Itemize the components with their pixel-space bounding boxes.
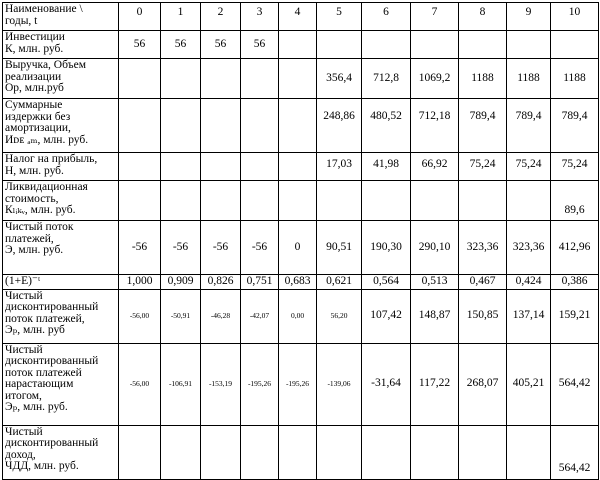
table-cell: 0,386: [551, 275, 599, 290]
table-cell: [119, 153, 161, 181]
table-cell: 1188: [551, 59, 599, 99]
table-cell: 90,51: [317, 221, 362, 275]
table-cell: -195,26: [241, 343, 279, 425]
table-cell: [241, 425, 279, 479]
table-cell: -42,07: [241, 289, 279, 343]
table-cell: 75,24: [551, 153, 599, 181]
table-cell: 75,24: [459, 153, 507, 181]
row-label-line: годы, t: [5, 14, 38, 27]
table-cell: 5: [317, 3, 362, 31]
table-cell: 248,86: [317, 99, 362, 153]
table-row-net_flow: [3, 221, 599, 275]
table-cell: [201, 153, 241, 181]
table-cell: [279, 153, 317, 181]
table-cell: [362, 181, 411, 221]
table-cell: 148,87: [411, 289, 459, 343]
table-cell: 0,621: [317, 275, 362, 290]
row-label-line: Чистый: [5, 343, 43, 356]
table-cell: 117,22: [411, 343, 459, 425]
row-label-investments: [3, 31, 119, 59]
row-label-npv: [3, 425, 119, 479]
table-cell: -56,00: [119, 343, 161, 425]
table-cell: [279, 425, 317, 479]
table-cell: 1,000: [119, 275, 161, 290]
row-label-line: Чистый поток: [5, 221, 74, 233]
row-label-line: дисконтированный: [5, 355, 99, 367]
table-cell: [459, 425, 507, 479]
table-cell: -56: [201, 221, 241, 275]
table-cell: [241, 99, 279, 153]
table-cell: 41,98: [362, 153, 411, 181]
table-cell: [161, 181, 201, 221]
table-row-npv: [3, 425, 599, 479]
row-label-line: дисконтированный: [5, 437, 99, 449]
table-cell: 89,6: [551, 181, 599, 221]
row-label-line: Чистый: [5, 289, 43, 302]
row-label-line: Налог на прибыль,: [5, 153, 98, 165]
table-row-liquidation: [3, 181, 599, 221]
cash-flow-table: [2, 2, 599, 480]
table-cell: 150,85: [459, 289, 507, 343]
row-label-line: реализации: [5, 70, 62, 83]
table-cell: 0: [119, 3, 161, 31]
table-row-tax: [3, 153, 599, 181]
table-cell: [507, 425, 551, 479]
row-label-line: ЧДД, млн. руб.: [5, 460, 79, 472]
table-cell: 1188: [459, 59, 507, 99]
table-cell: 4: [279, 3, 317, 31]
table-cell: 712,8: [362, 59, 411, 99]
table-cell: -139,06: [317, 343, 362, 425]
row-label-tax: [3, 153, 119, 181]
row-label-costs: [3, 99, 119, 153]
table-cell: 7: [411, 3, 459, 31]
row-label-line: К, млн. руб.: [5, 42, 64, 55]
table-cell: [241, 153, 279, 181]
table-cell: -106,91: [161, 343, 201, 425]
table-cell: [279, 99, 317, 153]
table-cell: -56: [161, 221, 201, 275]
table-cell: 8: [459, 3, 507, 31]
row-label-line: амортизации,: [5, 122, 71, 134]
table-cell: [279, 181, 317, 221]
table-cell: [161, 99, 201, 153]
row-label-line: Инвестиции: [5, 31, 65, 43]
table-cell: 9: [507, 3, 551, 31]
row-label-line: Чистый: [5, 425, 43, 438]
table-cell: -31,64: [362, 343, 411, 425]
table-cell: [551, 31, 599, 59]
row-label-line: платежей,: [5, 232, 54, 245]
table-row-disc_flow: [3, 289, 599, 343]
table-cell: 107,42: [362, 289, 411, 343]
table-cell: -50,91: [161, 289, 201, 343]
table-cell: 356,4: [317, 59, 362, 99]
row-label-line: Ор, млн.руб: [5, 82, 64, 94]
row-label-line: Эₚ, млн. руб.: [5, 401, 68, 413]
table-cell: -56: [119, 221, 161, 275]
table-cell: [161, 425, 201, 479]
row-label-line: дисконтированный: [5, 301, 99, 313]
table-cell: 564,42: [551, 343, 599, 425]
table-cell: [459, 31, 507, 59]
table-row-investments: [3, 31, 599, 59]
row-label-line: Суммарные: [5, 99, 63, 111]
table-cell: 0,683: [279, 275, 317, 290]
table-cell: 564,42: [551, 425, 599, 479]
table-cell: 1069,2: [411, 59, 459, 99]
table-cell: 323,36: [507, 221, 551, 275]
table-cell: 0,909: [161, 275, 201, 290]
table-cell: 159,21: [551, 289, 599, 343]
table-row-revenue: [3, 59, 599, 99]
table-cell: 405,21: [507, 343, 551, 425]
table-cell: 0,826: [201, 275, 241, 290]
table-cell: 1188: [507, 59, 551, 99]
row-label-liquidation: [3, 181, 119, 221]
table-cell: 0,564: [362, 275, 411, 290]
table-cell: 56,20: [317, 289, 362, 343]
table-cell: -46,28: [201, 289, 241, 343]
table-cell: [119, 59, 161, 99]
table-cell: 0,513: [411, 275, 459, 290]
table-cell: [317, 31, 362, 59]
table-cell: 268,07: [459, 343, 507, 425]
table-cell: 290,10: [411, 221, 459, 275]
row-label-revenue: [3, 59, 119, 99]
table-cell: [119, 99, 161, 153]
row-label-line: Наименование \: [5, 3, 83, 15]
table-cell: 789,4: [507, 99, 551, 153]
table-cell: 0,751: [241, 275, 279, 290]
table-cell: [459, 181, 507, 221]
table-cell: 6: [362, 3, 411, 31]
row-label-line: Эₚ, млн. руб: [5, 324, 65, 336]
table-cell: [201, 425, 241, 479]
row-label-net_flow: [3, 221, 119, 275]
table-cell: 712,18: [411, 99, 459, 153]
row-label-line: Н, млн. руб.: [5, 164, 64, 177]
table-cell: 789,4: [551, 99, 599, 153]
table-cell: 0,467: [459, 275, 507, 290]
table-cell: [362, 31, 411, 59]
table-cell: [279, 59, 317, 99]
table-cell: [161, 59, 201, 99]
table-cell: -195,26: [279, 343, 317, 425]
row-label-line: поток платежей: [5, 366, 82, 379]
row-label-line: издержки без: [5, 110, 71, 123]
table-cell: [507, 31, 551, 59]
table-cell: 137,14: [507, 289, 551, 343]
table-cell: 56: [161, 31, 201, 59]
table-cell: 10: [551, 3, 599, 31]
table-cell: 56: [241, 31, 279, 59]
row-label-header: [3, 3, 119, 31]
table-cell: [507, 181, 551, 221]
table-row-header: [3, 3, 599, 31]
table-cell: 480,52: [362, 99, 411, 153]
row-label-discount: [3, 275, 119, 290]
row-label-line: доход,: [5, 448, 36, 461]
table-cell: 17,03: [317, 153, 362, 181]
table-cell: [362, 425, 411, 479]
row-label-line: поток платежей,: [5, 312, 85, 325]
table-cell: [201, 99, 241, 153]
table-cell: [411, 425, 459, 479]
table-cell: 1: [161, 3, 201, 31]
row-label-line: Иᴅᴇ ₐₘ, млн. руб.: [5, 133, 89, 146]
row-label-line: (1+E)⁻ᵗ: [5, 275, 41, 287]
table-cell: [119, 181, 161, 221]
table-cell: [241, 59, 279, 99]
table-cell: [201, 181, 241, 221]
table-cell: 0: [279, 221, 317, 275]
row-label-disc_flow: [3, 289, 119, 343]
table-cell: [241, 181, 279, 221]
table-cell: [317, 425, 362, 479]
table-cell: 190,30: [362, 221, 411, 275]
table-cell: -56,00: [119, 289, 161, 343]
table-cell: 0,00: [279, 289, 317, 343]
table-cell: -153,19: [201, 343, 241, 425]
table-cell: [411, 181, 459, 221]
table-cell: [279, 31, 317, 59]
table-cell: 3: [241, 3, 279, 31]
table-cell: [411, 31, 459, 59]
row-label-line: Кₗᵢₖᵥ, млн. руб.: [5, 204, 76, 216]
table-row-costs: [3, 99, 599, 153]
table-cell: 66,92: [411, 153, 459, 181]
table-cell: 56: [119, 31, 161, 59]
table-cell: 323,36: [459, 221, 507, 275]
table-cell: 56: [201, 31, 241, 59]
row-label-cum_flow: [3, 343, 119, 425]
table-cell: [119, 425, 161, 479]
table-cell: [201, 59, 241, 99]
table-cell: 2: [201, 3, 241, 31]
row-label-line: Выручка, Объем: [5, 59, 86, 71]
table-row-cum_flow: [3, 343, 599, 425]
table-cell: -56: [241, 221, 279, 275]
row-label-line: итогом,: [5, 389, 42, 402]
row-label-line: Ликвидационная: [5, 181, 88, 193]
row-label-line: стоимость,: [5, 192, 59, 205]
table-cell: 412,96: [551, 221, 599, 275]
table-cell: 789,4: [459, 99, 507, 153]
row-label-line: нарастающим: [5, 378, 74, 390]
table-cell: 0,424: [507, 275, 551, 290]
row-label-line: Э, млн. руб.: [5, 244, 64, 256]
table-cell: [161, 153, 201, 181]
table-row-discount: [3, 275, 599, 290]
table-cell: 75,24: [507, 153, 551, 181]
table-cell: [317, 181, 362, 221]
